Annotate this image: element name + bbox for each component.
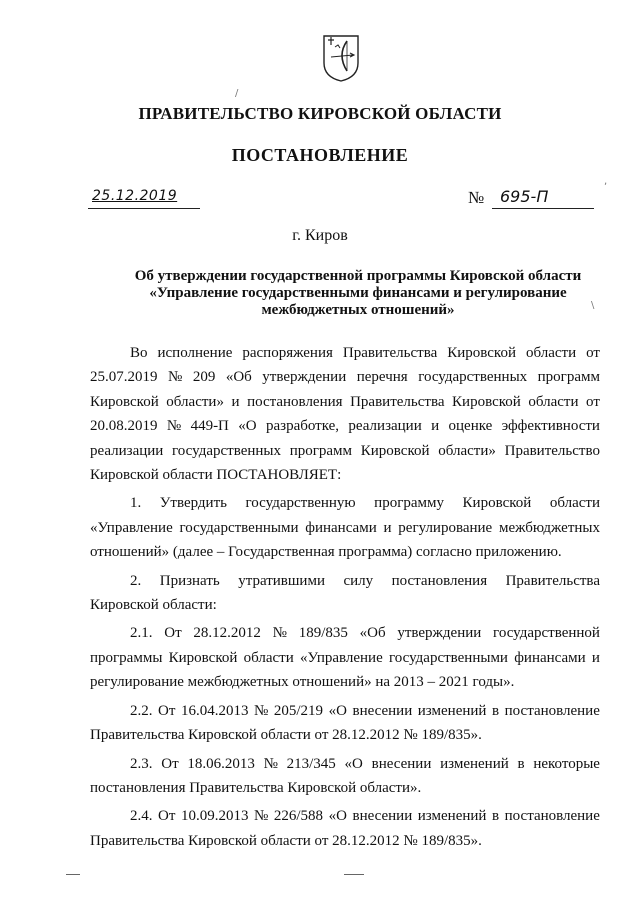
title-line: Об утверждении государственной программы Кировской области — [134, 268, 582, 284]
paragraph-line: Кировской области: — [90, 597, 217, 614]
scan-mark — [344, 874, 364, 875]
document-title — [118, 268, 598, 319]
paragraph-line: регулирование межбюджетных отношений» на 2013 – 2021 годы». — [90, 674, 515, 691]
number-field — [492, 187, 594, 209]
paragraph — [90, 621, 600, 694]
paragraph-line: реализации государственных программ Кировской области» Правительство — [90, 442, 600, 459]
scan-mark: \ — [591, 300, 595, 311]
document-body — [90, 341, 600, 857]
paragraph-line: 20.08.2019 № 449-П «О разработке, реализации и оценке эффективности — [90, 418, 600, 435]
paragraph — [90, 491, 600, 564]
paragraph-line: 25.07.2019 № 209 «Об утверждении перечня государственных программ — [90, 369, 600, 386]
paragraph-line: 2.1. От 28.12.2012 № 189/835 «Об утверждении государственной — [130, 625, 600, 642]
organization-name: ПРАВИТЕЛЬСТВО КИРОВСКОЙ ОБЛАСТИ — [138, 104, 502, 123]
paragraph-line: 2.4. От 10.09.2013 № 226/588 «О внесении изменений в постановление — [130, 808, 600, 825]
scan-mark: / — [235, 88, 239, 99]
scan-mark — [66, 874, 80, 875]
paragraph-line: Кировской области ПОСТАНОВЛЯЕТ: — [90, 467, 342, 484]
title-line: «Управление государственными финансами и регулирование — [149, 285, 567, 301]
paragraph-line: Правительства Кировской области от 28.12.2012 № 189/835». — [90, 832, 482, 849]
paragraph-line: Во исполнение распоряжения Правительства Кировской области от — [130, 345, 600, 361]
number-label: № — [468, 188, 485, 207]
paragraph — [90, 752, 600, 801]
paragraph-line: 2. Признать утратившими силу постановления Правительства — [130, 572, 600, 589]
document-type: ПОСТАНОВЛЕНИЕ — [231, 145, 409, 165]
document-date: 25.12.2019 — [92, 188, 178, 204]
paragraph-line: «Управление государственными финансами и регулирование межбюджетных — [90, 519, 600, 536]
paragraph-gap — [90, 853, 600, 857]
date-field — [88, 190, 200, 209]
city: г. Киров — [292, 227, 348, 244]
paragraph-line: Кировской области» и постановления Правительства Кировской области от — [90, 393, 600, 410]
paragraph — [90, 569, 600, 618]
kirov-coat-of-arms-icon — [321, 33, 361, 83]
scan-mark: , — [604, 176, 608, 187]
paragraph-line: постановления Правительства Кировской области». — [90, 779, 422, 796]
paragraph-line: программы Кировской области «Управление государственными финансами и — [90, 649, 600, 666]
title-line: межбюджетных отношений» — [261, 302, 455, 318]
paragraph-line: отношений» (далее – Государственная программа) согласно приложению. — [90, 544, 562, 561]
document-number: 695-П — [500, 187, 549, 206]
paragraph — [90, 341, 600, 487]
paragraph — [90, 699, 600, 748]
paragraph-line: Правительства Кировской области от 28.12.2012 № 189/835». — [90, 727, 482, 744]
paragraph-line: 2.2. От 16.04.2013 № 205/219 «О внесении изменений в постановление — [130, 702, 600, 719]
paragraph — [90, 804, 600, 853]
paragraph-line: 1. Утвердить государственную программу Кировской области — [130, 495, 600, 512]
paragraph-line: 2.3. От 18.06.2013 № 213/345 «О внесении изменений в некоторые — [130, 755, 600, 772]
